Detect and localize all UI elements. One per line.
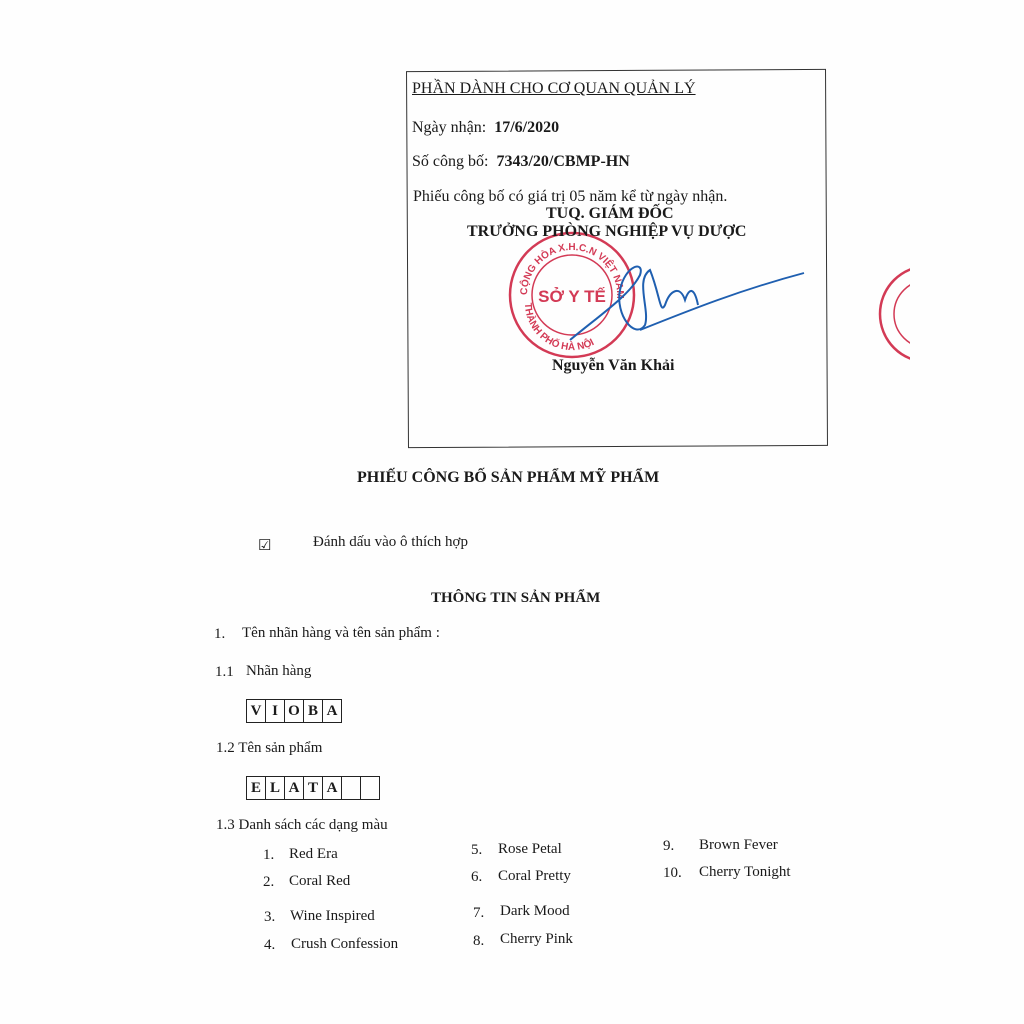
color-name: Rose Petal — [498, 841, 562, 857]
color-name: Red Era — [289, 846, 338, 862]
number-label: Số công bố: — [412, 153, 489, 170]
color-name: Brown Fever — [699, 837, 778, 853]
letter-cell: A — [323, 777, 342, 799]
color-number: 4. — [264, 937, 276, 953]
validity-note: Phiếu công bố có giá trị 05 năm kể từ ngày nhận. — [413, 188, 728, 205]
publication-number — [412, 153, 630, 171]
received-label: Ngày nhận: — [412, 119, 487, 136]
signature — [540, 255, 810, 355]
letter-cell — [361, 777, 379, 799]
color-number: 8. — [473, 933, 485, 949]
svg-text:THÀNH PHỐ HÀ NỘI: THÀNH PHỐ HÀ NỘI — [521, 302, 597, 354]
color-number: 5. — [471, 842, 483, 858]
color-number: 10. — [663, 865, 682, 881]
item-1-3-label: 1.3 Danh sách các dạng màu — [216, 817, 388, 833]
received-date — [412, 119, 559, 137]
letter-cell: A — [326, 702, 338, 719]
admin-heading: PHẦN DÀNH CHO CƠ QUAN QUẢN LÝ — [412, 80, 696, 97]
letter-cell: B — [304, 700, 323, 722]
letter-cell — [342, 777, 361, 799]
color-name: Coral Red — [289, 873, 351, 889]
signer-title-2: TRƯỞNG PHÒNG NGHIỆP VỤ DƯỢC — [467, 223, 747, 240]
brand-cells — [246, 699, 342, 723]
item-1-2-label: 1.2 Tên sản phẩm — [216, 740, 323, 756]
product-name-cells — [246, 776, 380, 800]
color-number: 7. — [473, 905, 485, 921]
stamp-center: SỞ Y TẾ — [538, 287, 606, 306]
document-title: PHIẾU CÔNG BỐ SẢN PHẨM MỸ PHẨM — [357, 469, 660, 486]
letter-cell: T — [304, 777, 323, 799]
color-name: Cherry Pink — [500, 931, 573, 947]
color-name: Dark Mood — [500, 903, 570, 919]
signer-name: Nguyễn Văn Khải — [552, 357, 675, 374]
letter-cell: O — [285, 700, 304, 722]
checked-box-icon: ☑ — [258, 538, 272, 554]
letter-cell: L — [266, 777, 285, 799]
letter-cell: A — [285, 777, 304, 799]
color-number: 2. — [263, 874, 275, 890]
section-title: THÔNG TIN SẢN PHẨM — [431, 590, 601, 606]
color-number: 9. — [663, 838, 675, 854]
partial-stamp — [870, 262, 910, 372]
color-name: Cherry Tonight — [699, 864, 791, 880]
item-1-label: Tên nhãn hàng và tên sản phẩm : — [242, 625, 440, 641]
signer-title-1: TUQ. GIÁM ĐỐC — [546, 205, 674, 222]
letter-cell: V — [247, 700, 266, 722]
color-name: Crush Confession — [291, 936, 399, 952]
color-number: 6. — [471, 869, 483, 885]
item-1-1-label: Nhãn hàng — [246, 663, 312, 679]
checkbox-note: Đánh dấu vào ô thích hợp — [313, 534, 468, 550]
letter-cell: I — [266, 700, 285, 722]
item-1-number: 1. — [214, 626, 226, 642]
item-1-1-number: 1.1 — [215, 664, 234, 680]
svg-text:CỘNG HÒA X.H.C.N VIỆT NAM: CỘNG HÒA X.H.C.N VIỆT NAM — [518, 241, 626, 299]
color-number: 1. — [263, 847, 275, 863]
letter-cell: E — [247, 777, 266, 799]
color-name: Coral Pretty — [498, 868, 571, 884]
color-number: 3. — [264, 909, 276, 925]
received-value: 17/6/2020 — [494, 119, 560, 136]
number-value: 7343/20/CBMP-HN — [496, 153, 630, 170]
color-name: Wine Inspired — [290, 908, 375, 924]
